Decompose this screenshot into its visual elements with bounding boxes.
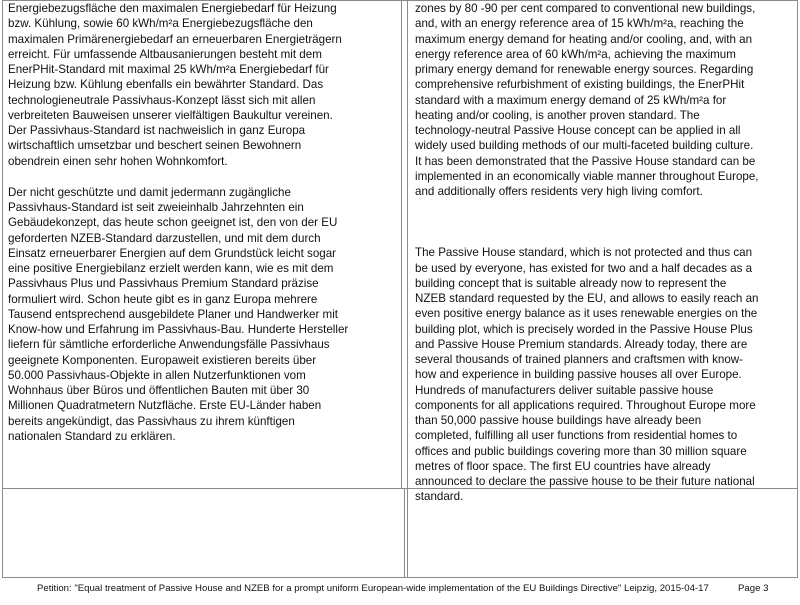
german-column [3,1,402,488]
german-paragraph-2: Der nicht geschützte und damit jedermann zugängliche Passivhaus-Standard ist seit zweieinhalb Jahrzehnten ein Gebäudekonzept, das heute schon geeignet ist, den von der EU geforderten NZEB-Standard darzustellen, und mit dem durch Einsatz erneuerbarer Energien auf dem Grundstück leicht sogar eine positive Energiebilanz erzielt werden kann, wie es mit dem Passivhaus Plus und Passivhaus Premium Standard präzise formuliert wird. Schon heute gibt es in ganz Europa mehrere Tausend entsprechend ausgebildete Planer und Handwerker mit Know-how und Erfahrung im Passivhaus-Bau. Hunderte Hersteller liefern für sämtliche erforderliche Anwendungsfälle Passivhaus geeignete Komponenten. Europaweit existieren bereits über 50.000 Passivhaus-Objekte in allen Nutzerfunktionen vom Wohnhaus über Büros und öffentlichen Bauten mit über 30 Millionen Quadratmetern Nutzfläche. Erste EU-Länder haben bereits angekündigt, das Passivhaus zu ihrem künftigen nationalen Standard zu erklären. [8,185,349,443]
column-divider [404,489,408,577]
english-paragraph-1: zones by 80 -90 per cent compared to conventional new buildings, and, with an energy reference area of 15 kWh/m²a, reaching the maximum energy demand for heating and/or cooling, and, with an energy reference area of 60 kWh/m²a, achieving the maximum primary energy demand for renewable energy sources. Regarding comprehensive refurbishment of existing buildings, the EnerPHit standard with a maximum energy demand of 25 kWh/m²a for heating and/or cooling, is another proven standard. The technology-neutral Passive House concept can be applied in all widely used building methods of our multi-faceted building culture. It has been demonstrated that the Passive House standard can be implemented in an economically viable manner throughout Europe, and additionally offers residents very high living comfort. [415,2,759,198]
page-footer [0,579,800,605]
english-column [407,1,797,504]
document-table [2,0,798,578]
english-paragraph-2: The Passive House standard, which is not protected and thus can be used by everyone, has existed for two and a half decades as a building concept that is suitable already now to represent the NZEB standard requested by the EU, and allows to easily reach an even positive energy balance as it uses renewable energies on the building plot, which is precisely worded in the Passive House Plus and Passive House Premium standards. Already today, there are several thousands of trained planners and craftsmen with know- how and experience in building passive houses all over Europe. Hundreds of manufacturers deliver suitable passive house components for all applications required. Throughout Europe more than 50,000 passive house buildings have already been completed, fulfilling all user functions from residential homes to offices and public buildings covering more than 30 million square metres of floor space. The first EU countries have already announced to declare the passive house to be their future national standard. [415,246,759,504]
paragraph-spacer [415,199,791,245]
content-row [3,1,797,504]
footer-page-number: Page 3 [738,583,769,594]
german-paragraph-1: Energiebezugsfläche den maximalen Energiebedarf für Heizung bzw. Kühlung, sowie 60 kWh/m²a Energiebezugsfläche den maximalen Primärenergiebedarf an erneuerbaren Energieträgern erreicht. Für umfassende Altbausanierungen besteht mit dem EnerPHit-Standard mit maximal 25 kWh/m²a Energiebedarf für Heizung bzw. Kühlung ebenfalls ein bewährter Standard. Das technologieneutrale Passivhaus-Konzept lässt sich mit allen verbreiteten Bauweisen unserer vielfältigen Baukultur vereinen. Der Passivhaus-Standard ist nachweislich in ganz Europa wirtschaftlich umsetzbar und beschert seinen Bewohnern obendrein einen sehr hohen Wohnkomfort. [8,2,342,168]
paragraph-spacer [8,169,391,185]
empty-row [3,489,797,577]
footer-petition-text: Petition: "Equal treatment of Passive House and NZEB for a prompt uniform European-wide implementation of the EU Buildings Directive" Leipzig, 2015-04-17 [37,583,709,594]
